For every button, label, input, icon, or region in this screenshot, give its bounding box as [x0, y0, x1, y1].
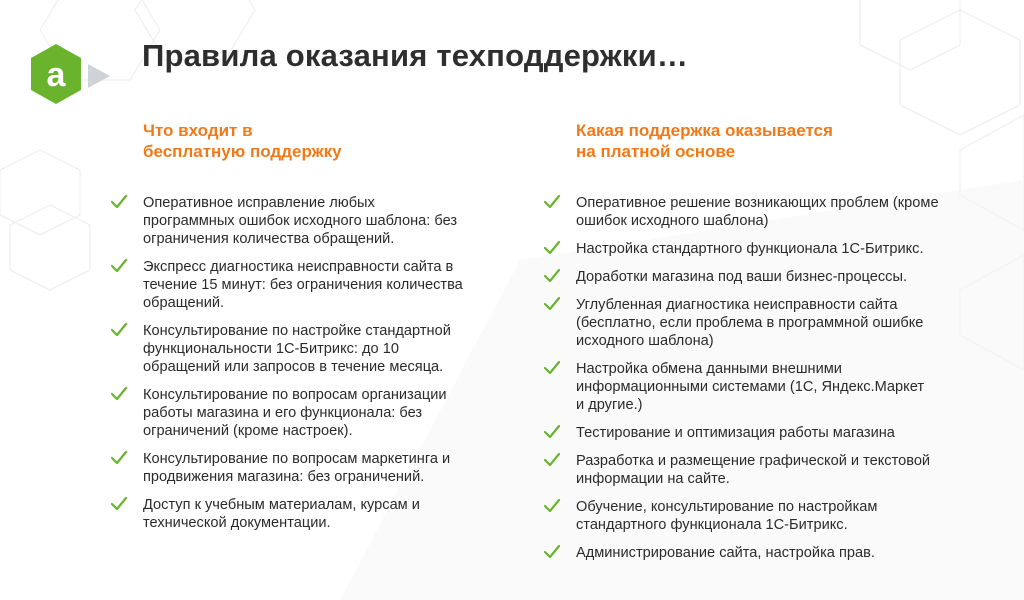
free-support-column — [110, 120, 500, 542]
list-item: Углубленная диагностика неисправности сайта (бесплатно, если проблема в программной ошибке исходного шаблона) — [543, 296, 973, 350]
list-item: Доработки магазина под ваши бизнес-процессы. — [543, 268, 973, 286]
list-item: Настройка обмена данными внешними информационными системами (1С, Яндекс.Маркет и другие.) — [543, 360, 973, 414]
checkmark-icon — [110, 258, 128, 274]
checkmark-icon — [543, 268, 561, 284]
list-item: Экспресс диагностика неисправности сайта в течение 15 минут: без ограничения количества обращений. — [110, 258, 500, 312]
free-support-list — [110, 194, 500, 532]
svg-text:a: a — [46, 56, 66, 94]
list-item: Настройка стандартного функционала 1С-Битрикс. — [543, 240, 973, 258]
page-title: Правила оказания техподдержки… — [142, 38, 689, 73]
checkmark-icon — [543, 360, 561, 376]
checkmark-icon — [543, 296, 561, 312]
checkmark-icon — [110, 322, 128, 338]
list-item: Консультирование по вопросам маркетинга и продвижения магазина: без ограничений. — [110, 450, 500, 486]
paid-support-column — [543, 120, 973, 572]
checkmark-icon — [543, 424, 561, 440]
checkmark-icon — [543, 498, 561, 514]
checkmark-icon — [543, 194, 561, 210]
checkmark-icon — [543, 452, 561, 468]
list-item: Разработка и размещение графической и текстовой информации на сайте. — [543, 452, 973, 488]
free-support-heading: Что входит в бесплатную поддержку — [143, 121, 342, 161]
list-item: Оперативное исправление любых программных ошибок исходного шаблона: без ограничения количества обращений. — [110, 194, 500, 248]
list-item: Консультирование по настройке стандартной функциональности 1С-Битрикс: до 10 обращений или запросов в течение месяца. — [110, 322, 500, 376]
list-item: Доступ к учебным материалам, курсам и технической документации. — [110, 496, 500, 532]
paid-support-heading: Какая поддержка оказывается на платной основе — [576, 121, 833, 161]
checkmark-icon — [110, 194, 128, 210]
list-item: Обучение, консультирование по настройкам стандартного функционала 1С-Битрикс. — [543, 498, 973, 534]
list-item: Тестирование и оптимизация работы магазина — [543, 424, 973, 442]
checkmark-icon — [110, 386, 128, 402]
list-item: Оперативное решение возникающих проблем (кроме ошибок исходного шаблона) — [543, 194, 973, 230]
list-item: Консультирование по вопросам организации работы магазина и его функционала: без ограничений (кроме настроек). — [110, 386, 500, 440]
checkmark-icon — [110, 496, 128, 512]
checkmark-icon — [543, 240, 561, 256]
checkmark-icon — [543, 544, 561, 560]
company-logo — [30, 44, 114, 108]
list-item: Администрирование сайта, настройка прав. — [543, 544, 973, 562]
checkmark-icon — [110, 450, 128, 466]
paid-support-list — [543, 194, 973, 562]
